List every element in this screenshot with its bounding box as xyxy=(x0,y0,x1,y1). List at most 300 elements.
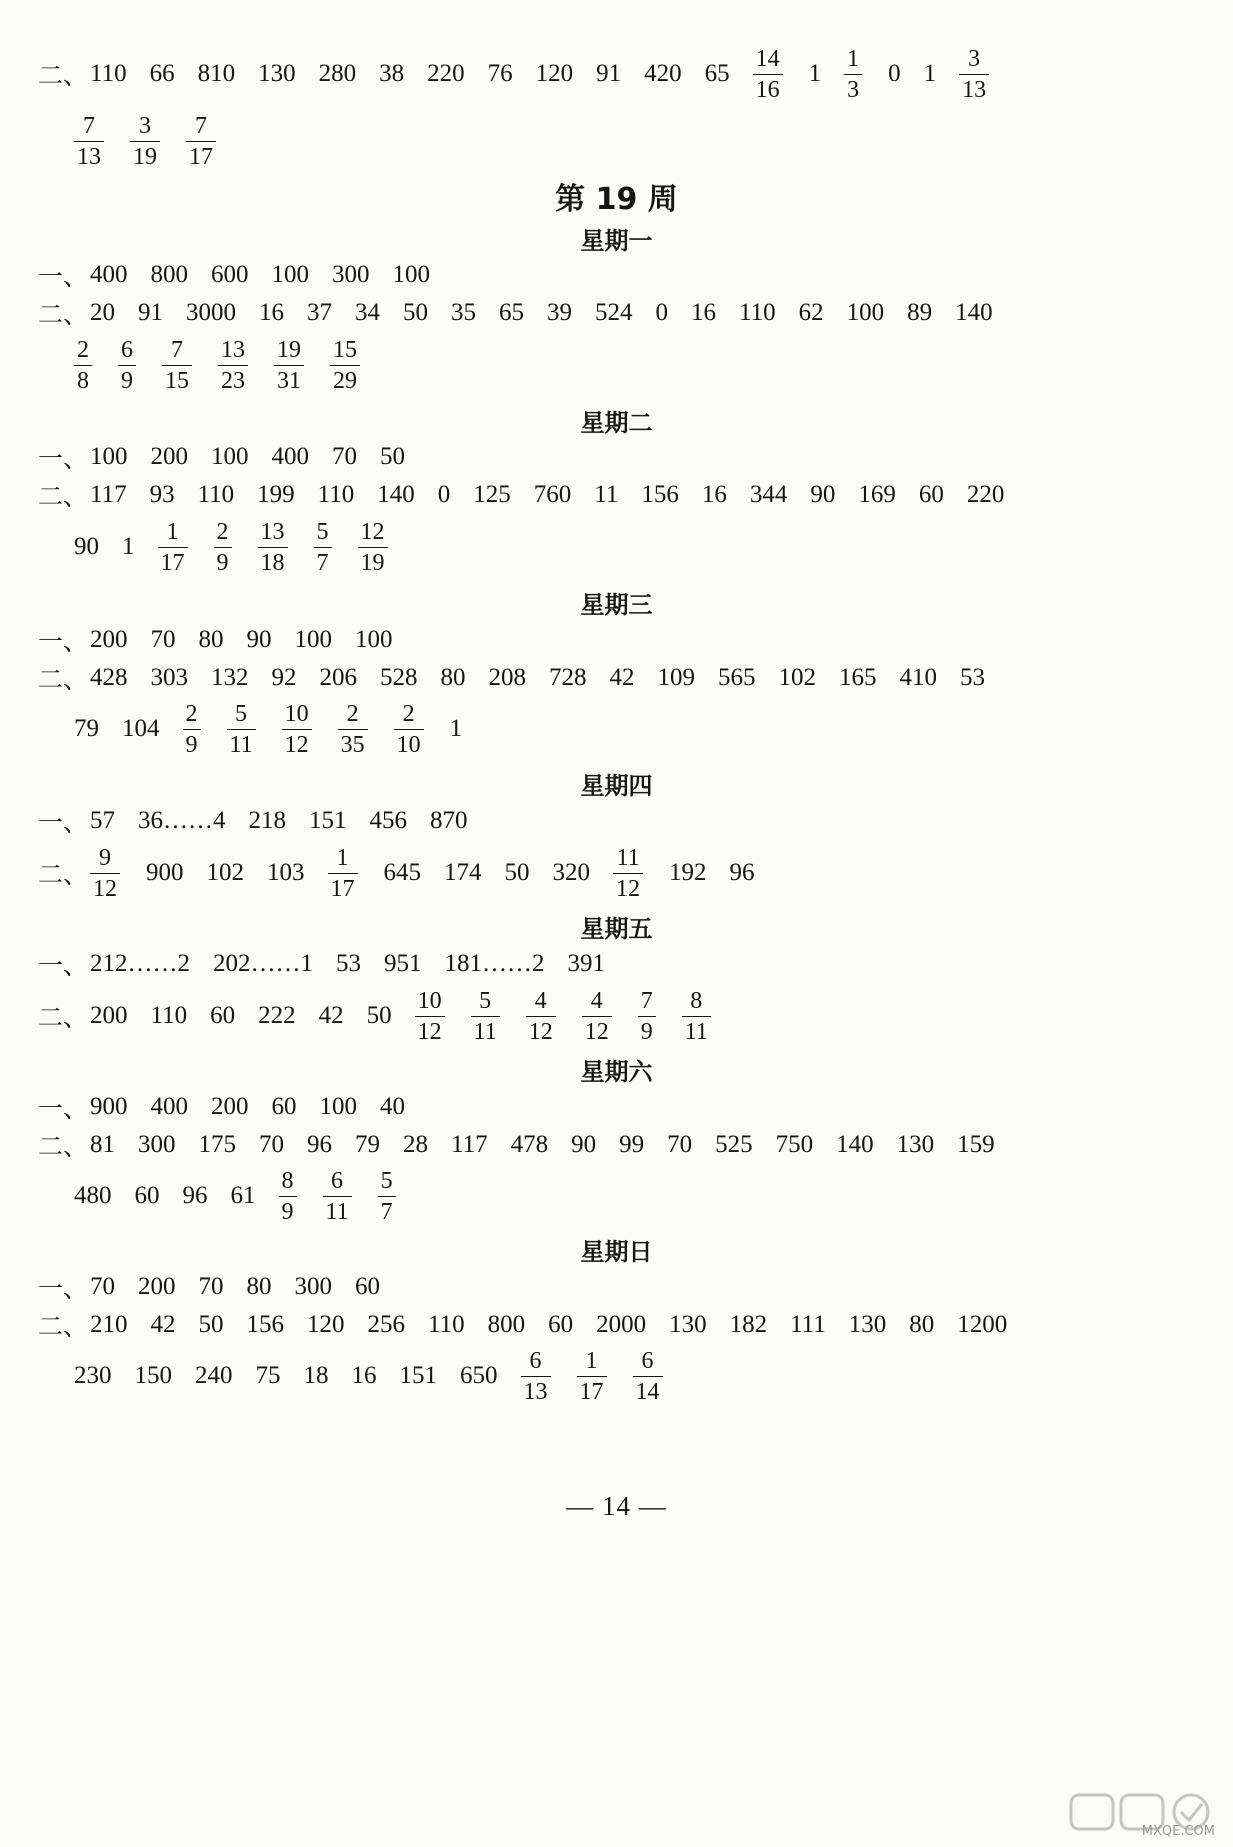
answer-value: 174 xyxy=(444,859,482,886)
numerator: 2 xyxy=(346,700,359,727)
question-number: 二、 xyxy=(38,302,89,329)
denominator: 9 xyxy=(185,731,198,758)
denominator: 12 xyxy=(93,875,118,902)
answer-value: 79 xyxy=(355,1131,381,1158)
answer-value: 70 xyxy=(90,1273,116,1300)
answer-line xyxy=(38,989,1193,1044)
denominator: 16 xyxy=(755,76,780,103)
numerator: 9 xyxy=(99,844,112,871)
answer-value: 300 xyxy=(294,1273,333,1300)
answer-value: 110 xyxy=(317,481,355,508)
answer-value: 132 xyxy=(211,664,249,691)
answer-value: 90 xyxy=(246,626,272,653)
answer-value: 456 xyxy=(369,807,408,834)
answer-value: 528 xyxy=(380,664,418,691)
numerator: 11 xyxy=(616,844,640,871)
answer-line xyxy=(38,1269,1193,1305)
answer-line xyxy=(38,257,1193,293)
fraction-answer xyxy=(74,338,92,393)
numerator: 13 xyxy=(221,336,245,363)
answer-value: 1 xyxy=(923,60,937,87)
denominator: 17 xyxy=(579,1378,604,1405)
fraction-answer xyxy=(394,702,424,757)
answer-value: 91 xyxy=(596,60,622,87)
answer-value: 70 xyxy=(667,1131,693,1158)
denominator: 11 xyxy=(229,731,253,758)
answer-value: 70 xyxy=(332,443,358,470)
fraction-answer xyxy=(582,989,612,1044)
question-number: 一、 xyxy=(38,1276,89,1303)
answer-value: 65 xyxy=(704,60,730,87)
answer-value: 156 xyxy=(641,481,679,508)
denominator: 15 xyxy=(165,367,189,394)
fraction-answer xyxy=(258,520,288,575)
fraction-answer xyxy=(227,702,256,757)
answer-value: 2000 xyxy=(596,1311,647,1338)
answer-value: 951 xyxy=(384,950,422,977)
answer-value: 50 xyxy=(380,443,406,470)
fraction-answer xyxy=(323,1169,352,1224)
numerator: 8 xyxy=(281,1167,294,1194)
answer-value: 140 xyxy=(836,1131,874,1158)
numerator: 6 xyxy=(331,1167,344,1194)
answer-line xyxy=(38,439,1193,475)
answer-line xyxy=(38,520,1193,575)
answer-value: 53 xyxy=(336,950,362,977)
answer-value: 99 xyxy=(619,1131,645,1158)
answer-value: 117 xyxy=(451,1131,488,1158)
denominator: 29 xyxy=(333,367,357,394)
question-number: 二、 xyxy=(38,862,89,889)
answer-value: 103 xyxy=(267,859,305,886)
numerator: 3 xyxy=(968,45,981,72)
denominator: 19 xyxy=(360,549,385,576)
answer-value: 50 xyxy=(198,1311,224,1338)
fraction-answer xyxy=(844,47,862,102)
answer-value: 110 xyxy=(150,1002,188,1029)
answer-value: 50 xyxy=(504,859,530,886)
numerator: 15 xyxy=(333,336,357,363)
answer-value: 410 xyxy=(899,664,938,691)
denominator: 18 xyxy=(260,549,285,576)
denominator: 17 xyxy=(330,875,355,902)
answer-value: 130 xyxy=(848,1311,887,1338)
denominator: 31 xyxy=(277,367,301,394)
answer-value: 81 xyxy=(90,1131,116,1158)
fraction-answer xyxy=(330,338,360,393)
fraction-answer xyxy=(521,1349,551,1404)
fraction-answer xyxy=(358,520,388,575)
day-title: 星期二 xyxy=(580,408,653,437)
answer-line xyxy=(38,1169,1193,1224)
answer-line xyxy=(38,47,1193,102)
day-title: 星期六 xyxy=(580,1057,653,1086)
numerator: 7 xyxy=(640,987,653,1014)
answer-value: 230 xyxy=(74,1362,112,1389)
fraction-answer xyxy=(682,989,711,1044)
week-title: 第 19 周 xyxy=(555,182,678,217)
answer-value: 728 xyxy=(549,664,587,691)
fraction-answer xyxy=(415,989,445,1044)
numerator: 6 xyxy=(529,1347,542,1374)
answer-value: 11 xyxy=(594,481,619,508)
answer-value: 93 xyxy=(149,481,175,508)
answer-value: 60 xyxy=(355,1273,381,1300)
answer-value: 181……2 xyxy=(444,950,545,977)
answer-line xyxy=(38,295,1193,331)
answer-value: 240 xyxy=(195,1362,233,1389)
answer-value: 280 xyxy=(318,60,357,87)
denominator: 11 xyxy=(473,1018,497,1045)
answer-value: 206 xyxy=(319,664,358,691)
numerator: 5 xyxy=(316,518,329,545)
answer-value: 130 xyxy=(896,1131,935,1158)
answer-value: 810 xyxy=(197,60,236,87)
answer-value: 192 xyxy=(669,859,707,886)
numerator: 2 xyxy=(216,518,229,545)
answer-value: 200 xyxy=(90,1002,128,1029)
answer-value: 92 xyxy=(271,664,297,691)
answer-value: 0 xyxy=(888,60,901,87)
answer-line xyxy=(38,1307,1193,1343)
answer-line xyxy=(38,660,1193,696)
numerator: 13 xyxy=(260,518,285,545)
answer-value: 220 xyxy=(427,60,465,87)
denominator: 9 xyxy=(216,549,229,576)
answer-value: 110 xyxy=(739,299,776,326)
answer-value: 60 xyxy=(918,481,944,508)
answer-value: 100 xyxy=(846,299,885,326)
answer-value: 110 xyxy=(197,481,235,508)
answer-value: 760 xyxy=(533,481,572,508)
answer-value: 212……2 xyxy=(90,950,191,977)
answer-value: 100 xyxy=(319,1093,358,1120)
answer-line xyxy=(38,1349,1193,1404)
answer-value: 303 xyxy=(150,664,189,691)
page-number: — 14 — xyxy=(566,1490,667,1521)
answer-value: 400 xyxy=(90,261,128,288)
fraction-answer xyxy=(186,114,216,169)
fraction-answer xyxy=(753,47,783,102)
question-number: 二、 xyxy=(38,1314,89,1341)
answer-line xyxy=(38,1127,1193,1163)
fraction-answer xyxy=(638,989,656,1044)
answer-value: 200 xyxy=(90,626,128,653)
answer-line xyxy=(38,622,1193,658)
numerator: 12 xyxy=(360,518,385,545)
fraction-answer xyxy=(279,1169,297,1224)
numerator: 1 xyxy=(585,1347,598,1374)
answer-value: 1200 xyxy=(957,1311,1008,1338)
answer-value: 222 xyxy=(258,1002,296,1029)
answer-value: 42 xyxy=(318,1002,344,1029)
answer-value: 120 xyxy=(535,60,574,87)
answer-value: 420 xyxy=(644,60,682,87)
answer-value: 140 xyxy=(955,299,993,326)
day-title: 星期四 xyxy=(580,771,653,800)
answer-value: 3000 xyxy=(186,299,237,326)
answer-value: 199 xyxy=(257,481,295,508)
answer-value: 151 xyxy=(399,1362,437,1389)
answer-value: 70 xyxy=(150,626,176,653)
answer-value: 220 xyxy=(966,481,1005,508)
answer-value: 320 xyxy=(552,859,591,886)
answer-line xyxy=(38,338,1193,393)
question-number: 一、 xyxy=(38,1096,89,1123)
answer-value: 36……4 xyxy=(138,807,226,834)
answer-value: 16 xyxy=(351,1362,377,1389)
denominator: 9 xyxy=(640,1018,653,1045)
answer-value: 50 xyxy=(403,299,429,326)
answer-value: 525 xyxy=(715,1131,753,1158)
answer-value: 70 xyxy=(198,1273,224,1300)
answer-line xyxy=(38,114,1193,169)
answer-value: 140 xyxy=(377,481,415,508)
answer-value: 117 xyxy=(90,481,127,508)
fraction-answer xyxy=(471,989,500,1044)
answer-value: 90 xyxy=(74,533,99,560)
fraction-answer xyxy=(613,846,643,901)
answer-value: 210 xyxy=(90,1311,128,1338)
answer-value: 60 xyxy=(210,1002,236,1029)
answer-value: 75 xyxy=(255,1362,281,1389)
denominator: 13 xyxy=(77,143,101,170)
question-number: 一、 xyxy=(38,264,89,291)
answer-value: 100 xyxy=(355,626,393,653)
answer-value: 80 xyxy=(909,1311,935,1338)
answer-value: 200 xyxy=(211,1093,249,1120)
answer-value: 1 xyxy=(808,60,822,87)
answer-line xyxy=(38,803,1193,839)
answer-value: 900 xyxy=(146,859,184,886)
denominator: 7 xyxy=(380,1198,393,1225)
answer-line xyxy=(38,1089,1193,1125)
numerator: 10 xyxy=(284,700,309,727)
answer-value: 478 xyxy=(510,1131,549,1158)
answer-value: 16 xyxy=(259,299,285,326)
answer-value: 0 xyxy=(655,299,669,326)
question-number: 一、 xyxy=(38,810,89,837)
answer-value: 39 xyxy=(547,299,573,326)
answer-value: 645 xyxy=(383,859,422,886)
fraction-answer xyxy=(118,338,136,393)
denominator: 11 xyxy=(325,1198,349,1225)
fraction-answer xyxy=(633,1349,663,1404)
answer-value: 38 xyxy=(379,60,405,87)
answer-value: 79 xyxy=(74,715,99,742)
numerator: 10 xyxy=(417,987,442,1014)
answer-value: 870 xyxy=(430,807,468,834)
fraction-answer xyxy=(130,114,160,169)
denominator: 13 xyxy=(523,1378,548,1405)
answer-value: 40 xyxy=(380,1093,406,1120)
fraction-answer xyxy=(378,1169,396,1224)
answer-line xyxy=(38,477,1193,513)
denominator: 7 xyxy=(316,549,329,576)
fraction-answer xyxy=(338,702,368,757)
answer-value: 42 xyxy=(150,1311,176,1338)
answer-value: 60 xyxy=(548,1311,574,1338)
answer-value: 800 xyxy=(487,1311,526,1338)
question-number: 一、 xyxy=(38,953,89,980)
answer-value: 80 xyxy=(440,664,466,691)
answer-value: 165 xyxy=(839,664,877,691)
numerator: 7 xyxy=(195,112,207,139)
answer-value: 565 xyxy=(718,664,756,691)
answer-value: 400 xyxy=(271,443,310,470)
day-title: 星期三 xyxy=(580,590,653,619)
answer-value: 175 xyxy=(198,1131,237,1158)
numerator: 5 xyxy=(479,987,492,1014)
answer-value: 90 xyxy=(810,481,836,508)
answer-value: 80 xyxy=(246,1273,272,1300)
answer-value: 76 xyxy=(487,60,513,87)
day-title: 星期日 xyxy=(580,1237,653,1266)
answer-value: 100 xyxy=(392,261,431,288)
answer-value: 169 xyxy=(858,481,896,508)
answer-value: 28 xyxy=(403,1131,429,1158)
answer-line xyxy=(38,846,1193,901)
numerator: 4 xyxy=(590,987,603,1014)
answer-value: 53 xyxy=(960,664,986,691)
denominator: 8 xyxy=(77,367,89,394)
denominator: 12 xyxy=(616,875,641,902)
answer-value: 400 xyxy=(150,1093,189,1120)
numerator: 6 xyxy=(121,336,133,363)
denominator: 12 xyxy=(528,1018,553,1045)
question-number: 二、 xyxy=(38,1134,89,1161)
fraction-answer xyxy=(162,338,192,393)
numerator: 2 xyxy=(185,700,198,727)
answer-value: 344 xyxy=(749,481,788,508)
denominator: 19 xyxy=(133,143,157,170)
answer-value: 300 xyxy=(138,1131,176,1158)
numerator: 19 xyxy=(277,336,301,363)
answer-value: 130 xyxy=(669,1311,707,1338)
answer-value: 16 xyxy=(691,299,717,326)
question-number: 二、 xyxy=(38,667,89,694)
answer-value: 102 xyxy=(778,664,817,691)
answer-value: 80 xyxy=(198,626,224,653)
answer-value: 110 xyxy=(428,1311,465,1338)
numerator: 3 xyxy=(139,112,151,139)
numerator: 1 xyxy=(336,844,349,871)
answer-value: 156 xyxy=(246,1311,285,1338)
fraction-answer xyxy=(577,1349,607,1404)
answer-value: 130 xyxy=(258,60,296,87)
watermark-text: MXQE.COM xyxy=(1141,1824,1215,1839)
fraction-answer xyxy=(274,338,304,393)
denominator: 12 xyxy=(417,1018,442,1045)
answer-value: 208 xyxy=(488,664,527,691)
answer-value: 60 xyxy=(271,1093,297,1120)
answer-value: 524 xyxy=(595,299,633,326)
numerator: 5 xyxy=(235,700,248,727)
answer-value: 42 xyxy=(609,664,635,691)
answer-value: 20 xyxy=(90,299,116,326)
answer-value: 159 xyxy=(957,1131,995,1158)
numerator: 2 xyxy=(402,700,415,727)
numerator: 1 xyxy=(166,518,179,545)
answer-value: 66 xyxy=(149,60,175,87)
answer-value: 256 xyxy=(367,1311,406,1338)
fraction-answer xyxy=(328,846,358,901)
fraction-answer xyxy=(158,520,188,575)
fraction-answer xyxy=(214,520,232,575)
fraction-answer xyxy=(74,114,104,169)
answer-value: 110 xyxy=(90,60,127,87)
numerator: 2 xyxy=(77,336,89,363)
numerator: 7 xyxy=(171,336,183,363)
answer-value: 1 xyxy=(449,715,463,742)
answer-value: 70 xyxy=(259,1131,285,1158)
answer-value: 100 xyxy=(90,443,128,470)
denominator: 23 xyxy=(221,367,245,394)
denominator: 10 xyxy=(396,731,421,758)
day-title: 星期一 xyxy=(580,226,653,255)
answer-value: 218 xyxy=(248,807,287,834)
answer-value: 37 xyxy=(307,299,333,326)
answer-value: 200 xyxy=(150,443,189,470)
answer-value: 61 xyxy=(230,1182,256,1209)
answer-value: 600 xyxy=(211,261,249,288)
numerator: 14 xyxy=(755,45,780,72)
answer-value: 120 xyxy=(307,1311,345,1338)
answer-value: 102 xyxy=(206,859,245,886)
numerator: 5 xyxy=(380,1167,393,1194)
answer-line xyxy=(38,702,1193,757)
numerator: 4 xyxy=(534,987,547,1014)
answer-value: 96 xyxy=(729,859,755,886)
answer-value: 34 xyxy=(355,299,381,326)
answer-value: 62 xyxy=(798,299,824,326)
answer-value: 16 xyxy=(701,481,727,508)
denominator: 9 xyxy=(281,1198,294,1225)
answer-value: 800 xyxy=(150,261,189,288)
numerator: 8 xyxy=(690,987,703,1014)
answer-value: 89 xyxy=(907,299,933,326)
answer-value: 750 xyxy=(775,1131,814,1158)
answer-line xyxy=(38,946,1193,982)
fraction-answer xyxy=(282,702,312,757)
answer-value: 391 xyxy=(567,950,606,977)
answer-value: 428 xyxy=(90,664,128,691)
question-number: 二、 xyxy=(38,1005,89,1032)
answer-value: 100 xyxy=(271,261,310,288)
answer-value: 300 xyxy=(332,261,370,288)
fraction-answer xyxy=(90,846,120,901)
answer-value: 100 xyxy=(211,443,249,470)
answer-value: 0 xyxy=(437,481,451,508)
numerator: 6 xyxy=(641,1347,654,1374)
denominator: 11 xyxy=(684,1018,708,1045)
numerator: 1 xyxy=(847,45,860,72)
answer-value: 100 xyxy=(294,626,333,653)
answer-value: 150 xyxy=(134,1362,172,1389)
answer-value: 65 xyxy=(499,299,525,326)
question-number: 一、 xyxy=(38,446,89,473)
fraction-answer xyxy=(959,47,989,102)
denominator: 12 xyxy=(284,731,309,758)
answer-value: 480 xyxy=(74,1182,112,1209)
answer-value: 650 xyxy=(460,1362,498,1389)
answer-value: 18 xyxy=(303,1362,329,1389)
answer-value: 200 xyxy=(138,1273,176,1300)
answer-value: 57 xyxy=(90,807,116,834)
denominator: 17 xyxy=(189,143,213,170)
answer-value: 202……1 xyxy=(213,950,314,977)
answer-value: 91 xyxy=(138,299,164,326)
